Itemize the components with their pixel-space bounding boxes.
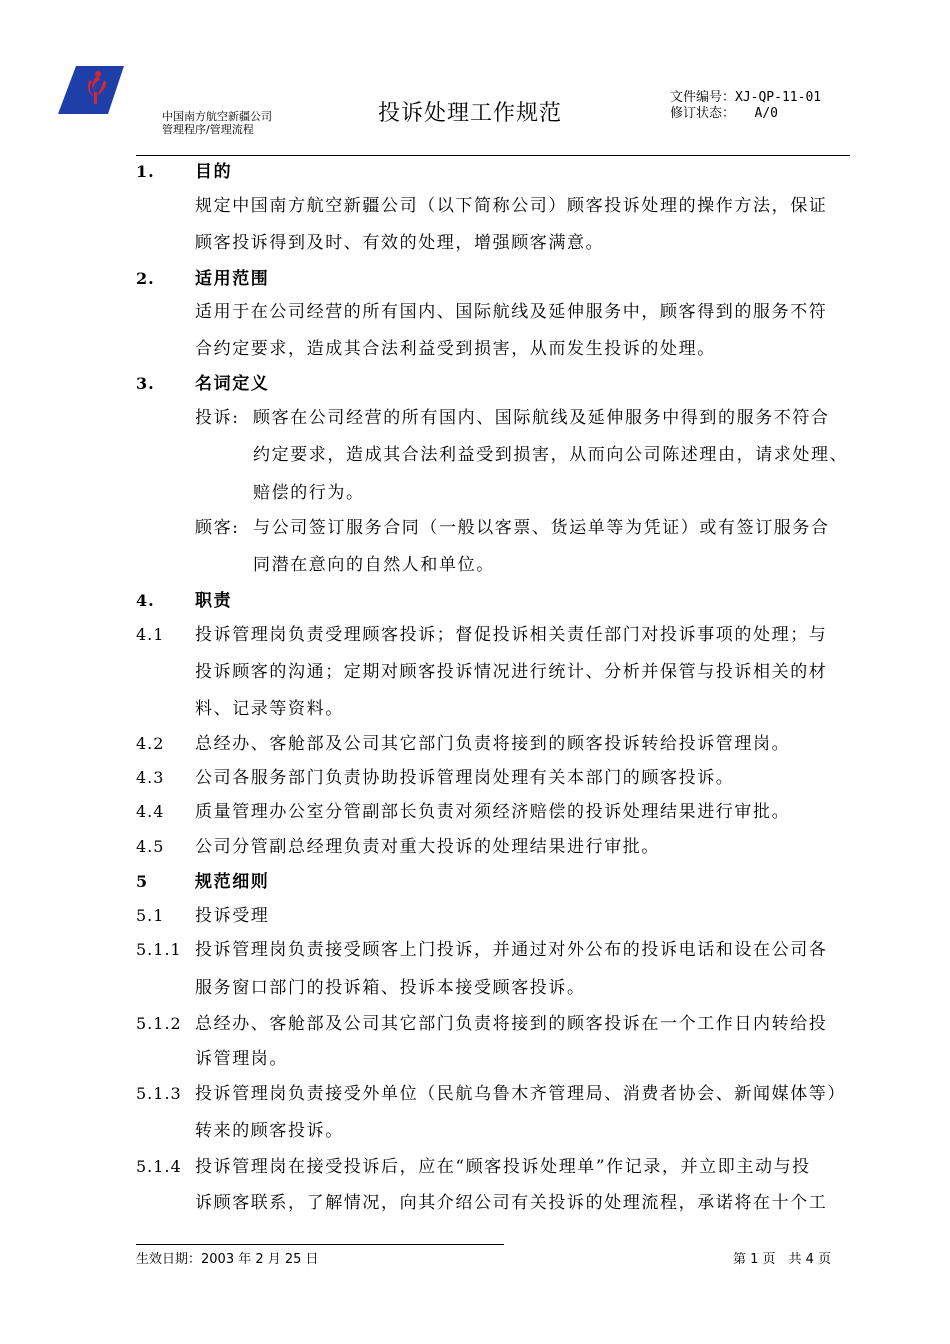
item-5-1-1-line-1: 投诉管理岗负责接受顾客上门投诉，并通过对外公布的投诉电话和设在公司各 (195, 940, 828, 960)
section-3-number: 3. (136, 374, 155, 393)
term-complaint: 投诉: (195, 408, 240, 428)
item-4-3-number: 4.3 (136, 768, 165, 787)
complaint-def-line-3: 赔偿的行为。 (253, 483, 365, 503)
document-category: 管理程序/管理流程 (162, 123, 254, 136)
item-4-5-text: 公司分管副总经理负责对重大投诉的处理结果进行审批。 (195, 837, 660, 857)
header-divider (136, 155, 850, 156)
item-5-1-4-line-2: 诉顾客联系，了解情况，向其介绍公司有关投诉的处理流程，承诺将在十个工 (195, 1193, 828, 1213)
file-number: 文件编号：XJ-QP-11-01 (670, 90, 822, 105)
item-4-1-line-2: 投诉顾客的沟通；定期对顾客投诉情况进行统计、分析并保管与投诉相关的材 (195, 662, 828, 682)
item-5-1-3-number: 5.1.3 (136, 1084, 182, 1103)
item-5-1-2-line-2: 诉管理岗。 (195, 1049, 288, 1069)
item-5-1-3-line-1: 投诉管理岗负责接受外单位（民航乌鲁木齐管理局、消费者协会、新闻媒体等） (195, 1084, 846, 1104)
section-1-title: 目的 (195, 162, 233, 182)
company-name: 中国南方航空新疆公司 (162, 110, 272, 123)
item-4-4-text: 质量管理办公室分管副部长负责对须经济赔偿的投诉处理结果进行审批。 (195, 802, 791, 822)
section-1-number: 1. (136, 162, 155, 181)
section-4-title: 职责 (195, 591, 233, 611)
revision-status: 修订状态： A/0 (670, 106, 778, 121)
customer-def-line-2: 同潜在意向的自然人和单位。 (253, 555, 495, 575)
item-5-1-3-line-2: 转来的顾客投诉。 (195, 1121, 344, 1141)
item-4-2-number: 4.2 (136, 734, 165, 753)
complaint-def-line-1: 顾客在公司经营的所有国内、国际航线及延伸服务中得到的服务不符合 (253, 408, 830, 428)
effective-date: 生效日期：2003 年 2 月 25 日 (136, 1252, 319, 1267)
page-info: 第 1 页 共 4 页 (733, 1252, 832, 1267)
airline-logo (58, 66, 124, 114)
section-2-line-1: 适用于在公司经营的所有国内、国际航线及延伸服务中，顾客得到的服务不符 (195, 302, 828, 322)
section-5-number: 5 (136, 872, 149, 891)
item-4-1-line-3: 料、记录等资料。 (195, 699, 344, 719)
item-5-1-4-line-1: 投诉管理岗在接受投诉后，应在“顾客投诉处理单”作记录，并立即主动与投 (195, 1157, 811, 1177)
section-2-number: 2. (136, 269, 155, 288)
item-4-5-number: 4.5 (136, 837, 165, 856)
item-4-3-text: 公司各服务部门负责协助投诉管理岗处理有关本部门的顾客投诉。 (195, 768, 735, 788)
item-5-1-1-line-2: 服务窗口部门的投诉箱、投诉本接受顾客投诉。 (195, 978, 586, 998)
item-5-1-2-number: 5.1.2 (136, 1014, 182, 1033)
complaint-def-line-2: 约定要求，造成其合法利益受到损害，从而向公司陈述理由，请求处理、 (253, 445, 849, 465)
section-3-title: 名词定义 (195, 374, 270, 394)
section-2-title: 适用范围 (195, 269, 270, 289)
customer-def-line-1: 与公司签订服务合同（一般以客票、货运单等为凭证）或有签订服务合 (253, 518, 830, 538)
item-5-1-number: 5.1 (136, 906, 165, 925)
item-4-2-text: 总经办、客舱部及公司其它部门负责将接到的顾客投诉转给投诉管理岗。 (195, 734, 791, 754)
footer-divider (136, 1244, 504, 1245)
item-5-1-2-line-1: 总经办、客舱部及公司其它部门负责将接到的顾客投诉在一个工作日内转给投 (195, 1014, 828, 1034)
section-1-line-2: 顾客投诉得到及时、有效的处理，增强顾客满意。 (195, 233, 605, 253)
item-4-1-line-1: 投诉管理岗负责受理顾客投诉；督促投诉相关责任部门对投诉事项的处理；与 (195, 625, 828, 645)
item-4-1-number: 4.1 (136, 625, 165, 644)
term-customer: 顾客: (195, 518, 240, 538)
section-1-line-1: 规定中国南方航空新疆公司（以下简称公司）顾客投诉处理的操作方法，保证 (195, 196, 828, 216)
item-4-4-number: 4.4 (136, 802, 165, 821)
page-title: 投诉处理工作规范 (378, 101, 563, 126)
item-5-1-text: 投诉受理 (195, 906, 270, 926)
item-5-1-1-number: 5.1.1 (136, 940, 182, 959)
section-5-title: 规范细则 (195, 872, 270, 892)
item-5-1-4-number: 5.1.4 (136, 1157, 182, 1176)
section-4-number: 4. (136, 591, 155, 610)
section-2-line-2: 合约定要求，造成其合法利益受到损害，从而发生投诉的处理。 (195, 339, 716, 359)
